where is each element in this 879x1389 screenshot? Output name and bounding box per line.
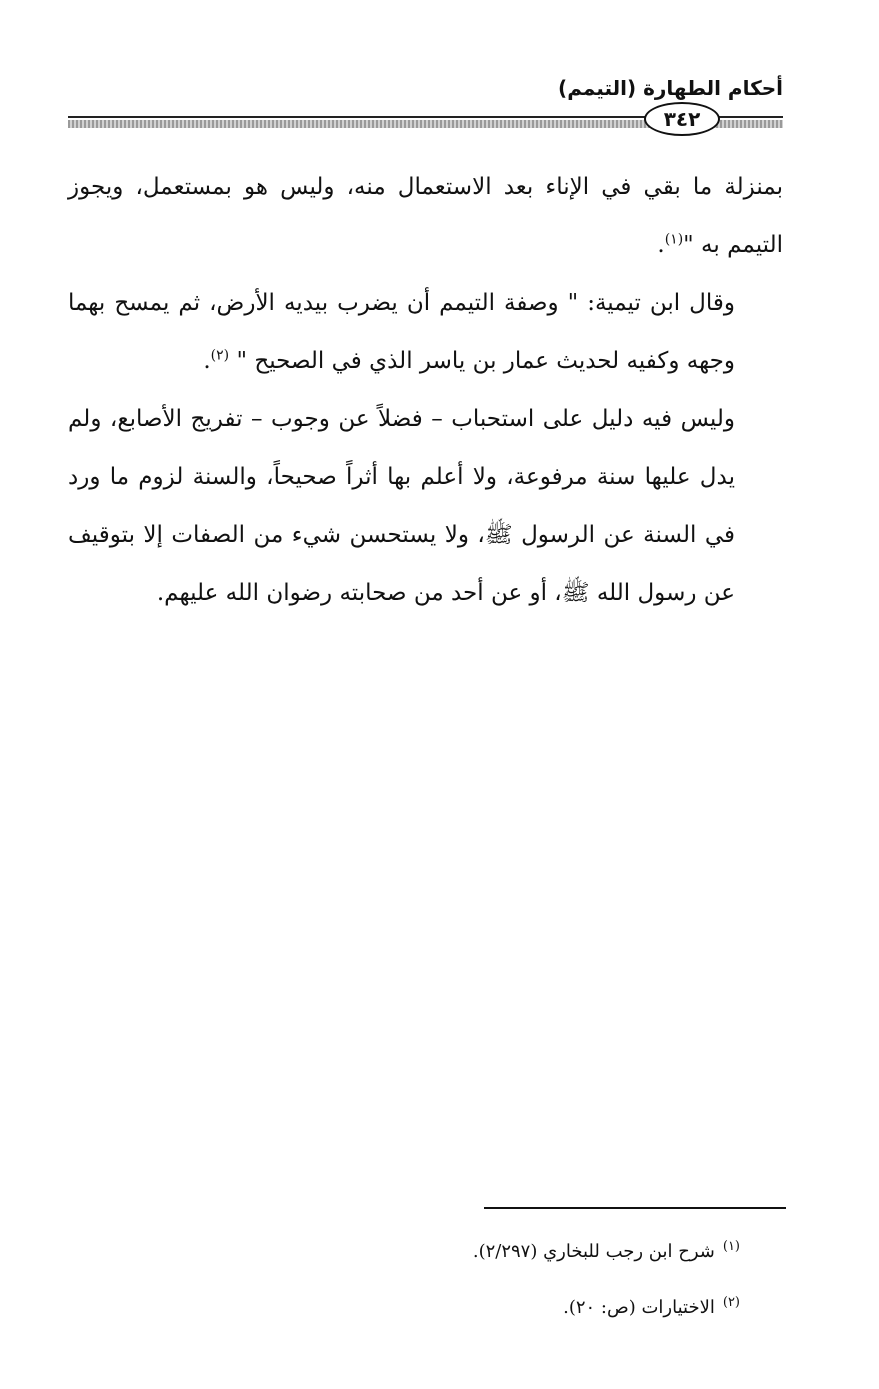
main-text	[68, 158, 783, 622]
footnotes	[300, 1224, 740, 1336]
paragraph-2-end: .	[203, 348, 211, 374]
footnote-1-text: شرح ابن رجب للبخاري (٢/٢٩٧).	[472, 1241, 715, 1262]
paragraph-2-text: وقال ابن تيمية: " وصفة التيمم أن يضرب بيديه الأرض، ثم يمسح بهما وجهه وكفيه لحديث عمار بن ياسر الذي في الصحيح "	[68, 290, 735, 374]
paragraph-2	[68, 274, 783, 390]
footnote-ref-2: (٢)	[210, 347, 230, 364]
footnote-1-mark: (١)	[722, 1239, 740, 1254]
running-title: أحكام الطهارة (التيمم)	[558, 76, 783, 100]
footnote-separator	[484, 1207, 786, 1209]
page-header	[68, 74, 783, 134]
paragraph-3	[68, 390, 783, 622]
footnote-2	[300, 1280, 740, 1336]
footnote-2-text: الاختيارات (ص: ٢٠).	[563, 1297, 715, 1318]
paragraph-1	[68, 158, 783, 274]
page-number: ٣٤٢	[644, 102, 720, 136]
paragraph-3-text: وليس فيه دليل على استحباب – فضلاً عن وجوب – تفريج الأصابع، ولم يدل عليها سنة مرفوعة، ولا أعلم بها أثراً صحيحاً، والسنة لزوم ما ورد في السنة عن الرسول ﷺ، ولا يستحسن شيء من الصفات إلا بتوقيف عن رسول الله ﷺ، أو عن أحد من صحابته رضوان الله عليهم.	[68, 406, 735, 606]
paragraph-1-text: بمنزلة ما بقي في الإناء بعد الاستعمال منه، وليس هو بمستعمل، ويجوز التيمم به "	[68, 174, 783, 258]
footnote-ref-1: (١)	[664, 231, 684, 248]
footnote-2-mark: (٢)	[722, 1295, 740, 1310]
footnote-1	[300, 1224, 740, 1280]
paragraph-1-end: .	[657, 232, 665, 258]
